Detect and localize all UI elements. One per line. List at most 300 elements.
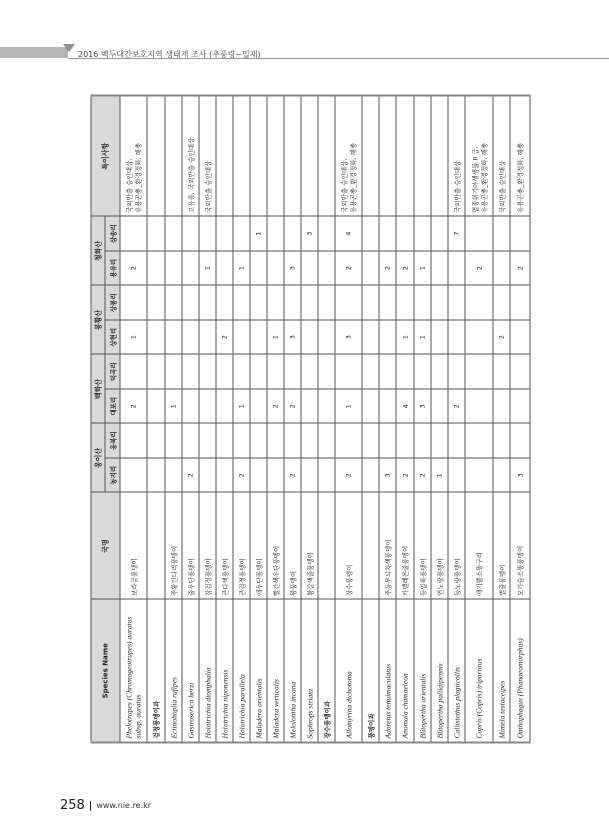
count-cell	[250, 354, 267, 389]
count-cell	[493, 250, 510, 285]
count-cell: 7	[448, 216, 465, 251]
footer-url: www.nie.re.kr	[96, 801, 152, 810]
footer-divider	[90, 801, 92, 811]
col-header-mountain: 청화산	[91, 216, 105, 285]
korean-name: 황갈색줄풍뎅이	[301, 492, 318, 599]
count-cell	[379, 319, 396, 354]
count-cell	[414, 285, 431, 320]
count-cell	[448, 319, 465, 354]
table-row	[301, 95, 318, 742]
table-row	[396, 95, 414, 742]
count-cell	[199, 423, 216, 458]
remarks-cell	[465, 95, 493, 216]
count-cell	[199, 216, 216, 251]
count-cell	[510, 285, 530, 320]
col-header-site: 웅북리	[105, 423, 120, 458]
count-cell	[448, 250, 465, 285]
count-cell: 1	[165, 388, 182, 423]
count-cell	[182, 354, 199, 389]
table-row	[216, 95, 233, 742]
count-cell: 3	[379, 458, 396, 493]
remarks-cell	[362, 95, 379, 216]
group-label: 장수풍뎅이과	[318, 599, 335, 742]
count-cell	[199, 388, 216, 423]
remarks-cell	[165, 95, 182, 216]
count-cell	[318, 388, 335, 423]
species-name: Phelotrupes (Chromogeotrupes) auratus subsp. auratus	[120, 599, 147, 742]
col-header-mountain: 봉황산	[91, 285, 105, 354]
header-band	[0, 47, 68, 58]
remark-line: 국외반출 승인대상	[203, 160, 212, 213]
table-row	[182, 95, 199, 742]
count-cell	[165, 319, 182, 354]
count-cell	[165, 285, 182, 320]
remarks-cell	[216, 95, 233, 216]
count-cell	[120, 423, 147, 458]
remarks-cell	[120, 95, 147, 216]
count-cell	[267, 250, 284, 285]
count-cell	[250, 458, 267, 493]
species-name: Onthophagus (Phanaeomorphus)	[510, 599, 530, 742]
count-cell	[414, 216, 431, 251]
count-cell: 2	[284, 458, 301, 493]
count-cell	[147, 250, 165, 285]
count-cell: 2	[216, 319, 233, 354]
count-cell	[318, 319, 335, 354]
count-cell	[147, 354, 165, 389]
count-cell	[267, 458, 284, 493]
count-cell	[199, 285, 216, 320]
count-cell	[448, 354, 465, 389]
count-cell	[233, 285, 250, 320]
count-cell	[379, 423, 396, 458]
count-cell	[465, 319, 493, 354]
korean-name: 장수풍뎅이	[335, 492, 362, 599]
count-cell	[431, 354, 448, 389]
count-cell	[182, 216, 199, 251]
remarks-cell	[335, 95, 362, 216]
remark-line: 국외반출 승인대상,	[340, 158, 348, 213]
count-cell	[216, 285, 233, 320]
korean-name: 왕풍뎅이	[284, 492, 301, 599]
count-cell	[301, 319, 318, 354]
count-cell: 2	[493, 319, 510, 354]
count-cell	[396, 354, 414, 389]
table-row	[120, 95, 147, 742]
table-row	[431, 95, 448, 742]
korean-name: 모가슴소똥풍뎅이	[510, 492, 530, 599]
count-cell: 2	[120, 388, 147, 423]
count-cell	[493, 216, 510, 251]
remarks-cell	[147, 95, 165, 216]
count-cell	[318, 250, 335, 285]
count-cell	[493, 423, 510, 458]
count-cell	[284, 423, 301, 458]
remarks-cell	[284, 95, 301, 216]
korean-name: 애우단풍뎅이	[250, 492, 267, 599]
species-name: Adoretus tenuimaculatus	[379, 599, 396, 742]
page-number: 258	[60, 798, 85, 813]
count-cell: 1	[414, 250, 431, 285]
count-cell	[233, 354, 250, 389]
count-cell	[335, 423, 362, 458]
count-cell	[199, 319, 216, 354]
species-name: Holotrichia parallela	[233, 599, 250, 742]
col-header-site: 상현리	[105, 319, 120, 354]
count-cell	[510, 319, 530, 354]
count-cell	[120, 354, 147, 389]
count-cell	[493, 285, 510, 320]
group-label: 풍뎅이과	[362, 599, 379, 742]
count-cell	[233, 423, 250, 458]
count-cell	[431, 216, 448, 251]
count-cell	[233, 319, 250, 354]
count-cell	[465, 354, 493, 389]
remark-line: 유용곤충_환경정화, 해충	[479, 142, 488, 213]
remark-line: 국외반출 승인대상	[452, 160, 461, 213]
species-name: Holotrichia niponensis	[216, 599, 233, 742]
count-cell	[465, 216, 493, 251]
korean-name: 큰검정풍뎅이	[233, 492, 250, 599]
count-cell	[379, 285, 396, 320]
col-header-species: Species Name	[91, 599, 120, 742]
count-cell	[362, 285, 379, 320]
count-cell	[318, 216, 335, 251]
remarks-cell	[448, 95, 465, 216]
count-cell	[318, 458, 335, 493]
korean-name-cell	[318, 492, 335, 599]
count-cell	[165, 423, 182, 458]
count-cell	[362, 354, 379, 389]
count-cell	[362, 458, 379, 493]
remark-line: 국외반출 승인대상,	[125, 158, 133, 213]
count-cell	[510, 388, 530, 423]
species-name: Blitopertha orientalis	[414, 599, 431, 742]
count-cell	[216, 250, 233, 285]
col-header-site: 삼송리	[105, 216, 120, 251]
korean-name-cell	[362, 492, 379, 599]
remarks-cell	[233, 95, 250, 216]
korean-name: 등노랑풍뎅이	[448, 492, 465, 599]
korean-name: 연노랑풍뎅이	[431, 492, 448, 599]
count-cell	[335, 354, 362, 389]
species-name: Gastroserica herzi	[182, 599, 199, 742]
count-cell: 3	[510, 458, 530, 493]
count-cell: 2	[267, 388, 284, 423]
count-cell	[165, 250, 182, 285]
count-cell	[510, 354, 530, 389]
count-cell	[396, 285, 414, 320]
count-cell	[182, 250, 199, 285]
count-cell	[250, 319, 267, 354]
count-cell	[120, 458, 147, 493]
count-cell	[182, 388, 199, 423]
count-cell: 3	[335, 319, 362, 354]
table-row	[414, 95, 431, 742]
group-label: 검정풍뎅이과	[147, 599, 165, 742]
count-cell	[216, 388, 233, 423]
count-cell	[182, 319, 199, 354]
col-header-mountain: 백학산	[91, 354, 105, 423]
col-header-remarks: 특이사항	[91, 95, 120, 216]
korean-name: 카멜레온줄풍뎅이	[396, 492, 414, 599]
count-cell	[147, 423, 165, 458]
col-header-site: 용유리	[105, 250, 120, 285]
remarks-cell	[493, 95, 510, 216]
count-cell	[250, 285, 267, 320]
count-cell	[465, 458, 493, 493]
table-row	[335, 95, 362, 742]
korean-name: 별줄풍뎅이	[493, 492, 510, 599]
remarks-cell	[182, 95, 199, 216]
table-group-row	[362, 95, 379, 742]
count-cell: 2	[335, 250, 362, 285]
remarks-cell	[431, 95, 448, 216]
count-cell	[431, 250, 448, 285]
count-cell: 1	[414, 319, 431, 354]
count-cell	[465, 285, 493, 320]
running-header-title: 2016 백두대간보호지역 생태계 조사 (추풍령~밀재)	[78, 50, 261, 59]
count-cell	[284, 216, 301, 251]
count-cell: 1	[431, 458, 448, 493]
count-cell	[362, 423, 379, 458]
remark-line: 유용곤충_환경정화, 해충	[349, 142, 357, 213]
count-cell	[379, 216, 396, 251]
count-cell	[267, 354, 284, 389]
count-cell	[318, 354, 335, 389]
count-cell: 2	[379, 250, 396, 285]
count-cell	[267, 216, 284, 251]
count-cell	[216, 216, 233, 251]
count-cell	[216, 354, 233, 389]
count-cell: 1	[250, 216, 267, 251]
remarks-cell	[396, 95, 414, 216]
count-cell	[182, 423, 199, 458]
count-cell	[493, 354, 510, 389]
header-chevron-icon	[63, 44, 75, 52]
count-cell	[147, 458, 165, 493]
col-header-site: 상봉리	[105, 285, 120, 320]
species-name: Callistethus plagiicollis	[448, 599, 465, 742]
count-cell: 2	[465, 250, 493, 285]
count-cell	[448, 285, 465, 320]
count-cell	[362, 388, 379, 423]
remarks-cell	[379, 95, 396, 216]
count-cell	[147, 285, 165, 320]
remark-line: 유용곤충_환경정화, 해충	[134, 142, 142, 213]
count-cell: 2	[396, 458, 414, 493]
count-cell: 2	[510, 250, 530, 285]
table-row	[267, 95, 284, 742]
table-group-row	[318, 95, 335, 742]
remarks-cell	[301, 95, 318, 216]
count-cell	[147, 216, 165, 251]
col-header-site: 덕곡리	[105, 354, 120, 389]
count-cell	[267, 423, 284, 458]
count-cell	[431, 423, 448, 458]
count-cell	[362, 250, 379, 285]
count-cell	[510, 423, 530, 458]
count-cell	[414, 423, 431, 458]
count-cell	[147, 388, 165, 423]
species-table	[90, 94, 530, 743]
count-cell	[147, 319, 165, 354]
count-cell	[448, 423, 465, 458]
count-cell: 1	[267, 319, 284, 354]
count-cell: 1	[199, 250, 216, 285]
korean-name: 빨간색우단풍뎅이	[267, 492, 284, 599]
col-header-site: 대포리	[105, 388, 120, 423]
count-cell	[335, 285, 362, 320]
count-cell: 2	[448, 388, 465, 423]
remark-line: 유용곤충_환경정화, 해충	[516, 142, 524, 213]
count-cell	[431, 388, 448, 423]
count-cell: 4	[335, 216, 362, 251]
table-row	[165, 95, 182, 742]
count-cell: 1	[233, 388, 250, 423]
count-cell: 1	[335, 388, 362, 423]
count-cell	[199, 458, 216, 493]
species-name: Maladera orientalis	[250, 599, 267, 742]
rotated-table-container	[90, 97, 531, 743]
korean-name: 주둥무늬차색풍뎅이	[379, 492, 396, 599]
count-cell	[465, 423, 493, 458]
count-cell: 2	[233, 458, 250, 493]
species-name: Mimela testaceipes	[493, 599, 510, 742]
table-row	[233, 95, 250, 742]
species-name: Holotrichia diomphalia	[199, 599, 216, 742]
count-cell	[250, 388, 267, 423]
count-cell	[284, 285, 301, 320]
species-name: Copris (Copris) tripartitus	[465, 599, 493, 742]
count-cell	[250, 423, 267, 458]
count-cell	[379, 388, 396, 423]
count-cell	[362, 319, 379, 354]
remark-line: 멸종위기야생생물 II 급,	[470, 145, 479, 213]
count-cell	[250, 250, 267, 285]
table-row	[510, 95, 530, 742]
count-cell	[301, 285, 318, 320]
species-name: Melolontha incana	[284, 599, 301, 742]
remarks-cell	[199, 95, 216, 216]
korean-name: 애기뿔소똥구리	[465, 492, 493, 599]
count-cell	[165, 458, 182, 493]
count-cell	[301, 388, 318, 423]
count-cell	[414, 354, 431, 389]
count-cell: 4	[396, 388, 414, 423]
korean-name: 주황긴다리풍뎅이	[165, 492, 182, 599]
count-cell	[216, 458, 233, 493]
count-cell	[216, 423, 233, 458]
count-cell	[431, 285, 448, 320]
count-cell: 2	[284, 388, 301, 423]
count-cell	[301, 458, 318, 493]
count-cell: 3	[284, 319, 301, 354]
count-cell	[362, 216, 379, 251]
count-cell	[165, 216, 182, 251]
count-cell: 3	[284, 250, 301, 285]
count-cell	[301, 423, 318, 458]
remarks-cell	[510, 95, 530, 216]
count-cell	[465, 388, 493, 423]
count-cell	[379, 354, 396, 389]
count-cell: 2	[335, 458, 362, 493]
count-cell	[396, 423, 414, 458]
count-cell	[396, 216, 414, 251]
table-row	[493, 95, 510, 742]
count-cell: 3	[301, 216, 318, 251]
table-body	[120, 95, 530, 742]
count-cell	[284, 354, 301, 389]
count-cell	[233, 216, 250, 251]
count-cell	[448, 458, 465, 493]
count-cell	[493, 388, 510, 423]
count-cell: 2	[120, 250, 147, 285]
korean-name: 보라금풍뎅이	[120, 492, 147, 599]
remark-line: 고유종, 국외반출 승인대상	[186, 137, 195, 213]
count-cell	[431, 319, 448, 354]
table-row	[250, 95, 267, 742]
remarks-cell	[414, 95, 431, 216]
korean-name: 참검정풍뎅이	[199, 492, 216, 599]
count-cell	[182, 285, 199, 320]
species-name: Sophrops striata	[301, 599, 318, 742]
remarks-cell	[267, 95, 284, 216]
table-row	[465, 95, 493, 742]
species-name: Allomyrina dichotoma	[335, 599, 362, 742]
table-row	[448, 95, 465, 742]
table-group-row	[147, 95, 165, 742]
count-cell: 2	[414, 458, 431, 493]
col-header-site: 농지리	[105, 458, 120, 493]
remarks-cell	[250, 95, 267, 216]
count-cell	[267, 285, 284, 320]
species-name: Anomala chamaeleon	[396, 599, 414, 742]
species-name: Blitopertha pallidipennis	[431, 599, 448, 742]
count-cell	[510, 216, 530, 251]
count-cell	[165, 354, 182, 389]
page-footer	[60, 798, 151, 813]
count-cell	[318, 285, 335, 320]
count-cell	[493, 458, 510, 493]
species-name: Maladera verticalis	[267, 599, 284, 742]
species-name: Ectinohoplia rufipes	[165, 599, 182, 742]
korean-name: 줄우단풍뎅이	[182, 492, 199, 599]
count-cell	[301, 250, 318, 285]
count-cell: 2	[396, 250, 414, 285]
count-cell: 3	[414, 388, 431, 423]
col-header-mountain: 웅이산	[91, 423, 105, 492]
korean-name-cell	[147, 492, 165, 599]
count-cell: 1	[233, 250, 250, 285]
count-cell: 2	[182, 458, 199, 493]
col-header-korean-name: 국명	[91, 492, 120, 599]
remark-line: 국외반출 승인대상	[497, 160, 506, 213]
count-cell	[120, 285, 147, 320]
count-cell	[120, 216, 147, 251]
table-row	[199, 95, 216, 742]
table-row	[284, 95, 301, 742]
count-cell	[301, 354, 318, 389]
table-row	[379, 95, 396, 742]
korean-name: 큰다색풍뎅이	[216, 492, 233, 599]
count-cell: 1	[396, 319, 414, 354]
remarks-cell	[318, 95, 335, 216]
count-cell	[318, 423, 335, 458]
korean-name: 등얼룩풍뎅이	[414, 492, 431, 599]
count-cell	[199, 354, 216, 389]
count-cell: 1	[120, 319, 147, 354]
